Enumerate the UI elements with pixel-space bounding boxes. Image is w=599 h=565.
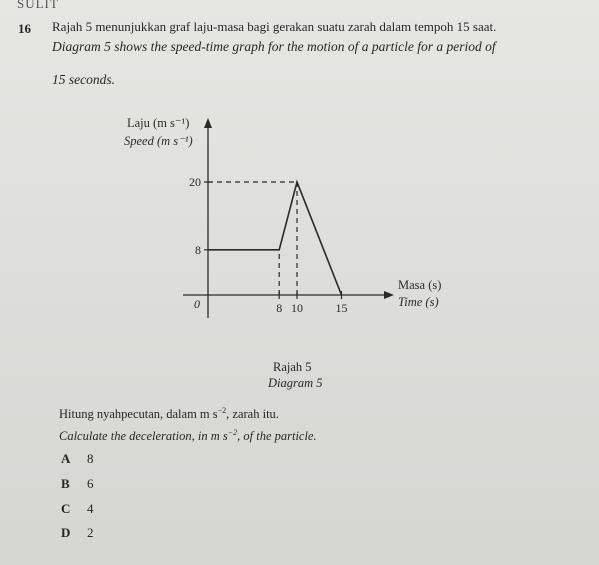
option-a[interactable] [61,451,94,467]
option-value: 6 [87,476,94,491]
intro-english-line2: 15 seconds. [52,72,115,87]
y-tick-label: 20 [189,175,201,189]
y-tick-label: 8 [195,242,201,257]
question-malay-end: , zarah itu. [226,407,279,422]
unit-exponent: −2 [217,406,227,415]
option-value: 4 [87,501,94,516]
caption-malay: Rajah 5 [273,360,312,374]
y-axis-label-malay: Laju (m s⁻¹) [127,116,190,130]
y-axis-label-english: Speed (m s⁻¹) [124,134,193,148]
x-axis-arrow [384,291,394,299]
question-english-text: Calculate the deceleration, in m s [59,429,228,444]
option-letter: C [61,501,71,516]
unit-exponent: −2 [227,428,238,437]
option-value: 2 [87,525,94,540]
option-letter: D [61,525,71,540]
option-c[interactable] [61,501,94,517]
caption-english: Diagram 5 [268,376,323,390]
option-b[interactable] [61,476,94,492]
option-value: 8 [87,451,94,466]
y-axis-arrow [204,118,212,128]
option-d[interactable] [61,525,94,541]
origin-label: 0 [194,297,200,311]
question-english [59,428,317,444]
x-axis-label-malay: Masa (s) [398,278,442,292]
x-axis-label-english: Time (s) [398,295,439,309]
x-tick-label: 10 [291,301,303,315]
question-malay-text: Hitung nyahpecutan, dalam m s [59,407,218,422]
option-letter: A [61,451,71,466]
question-english-end: , of the particle. [237,429,317,444]
question-number: 16 [18,21,31,36]
header-label: SULIT [17,0,59,11]
question-malay [59,406,279,422]
speed-line [208,182,342,295]
intro-english-line1: Diagram 5 shows the speed-time graph for the motion of a particle for a period of [52,39,496,54]
x-tick-label: 8 [276,301,283,315]
intro-malay: Rajah 5 menunjukkan graf laju-masa bagi gerakan suatu zarah dalam tempoh 15 saat. [52,19,497,34]
option-letter: B [61,476,70,491]
x-tick-label: 15 [335,301,348,315]
